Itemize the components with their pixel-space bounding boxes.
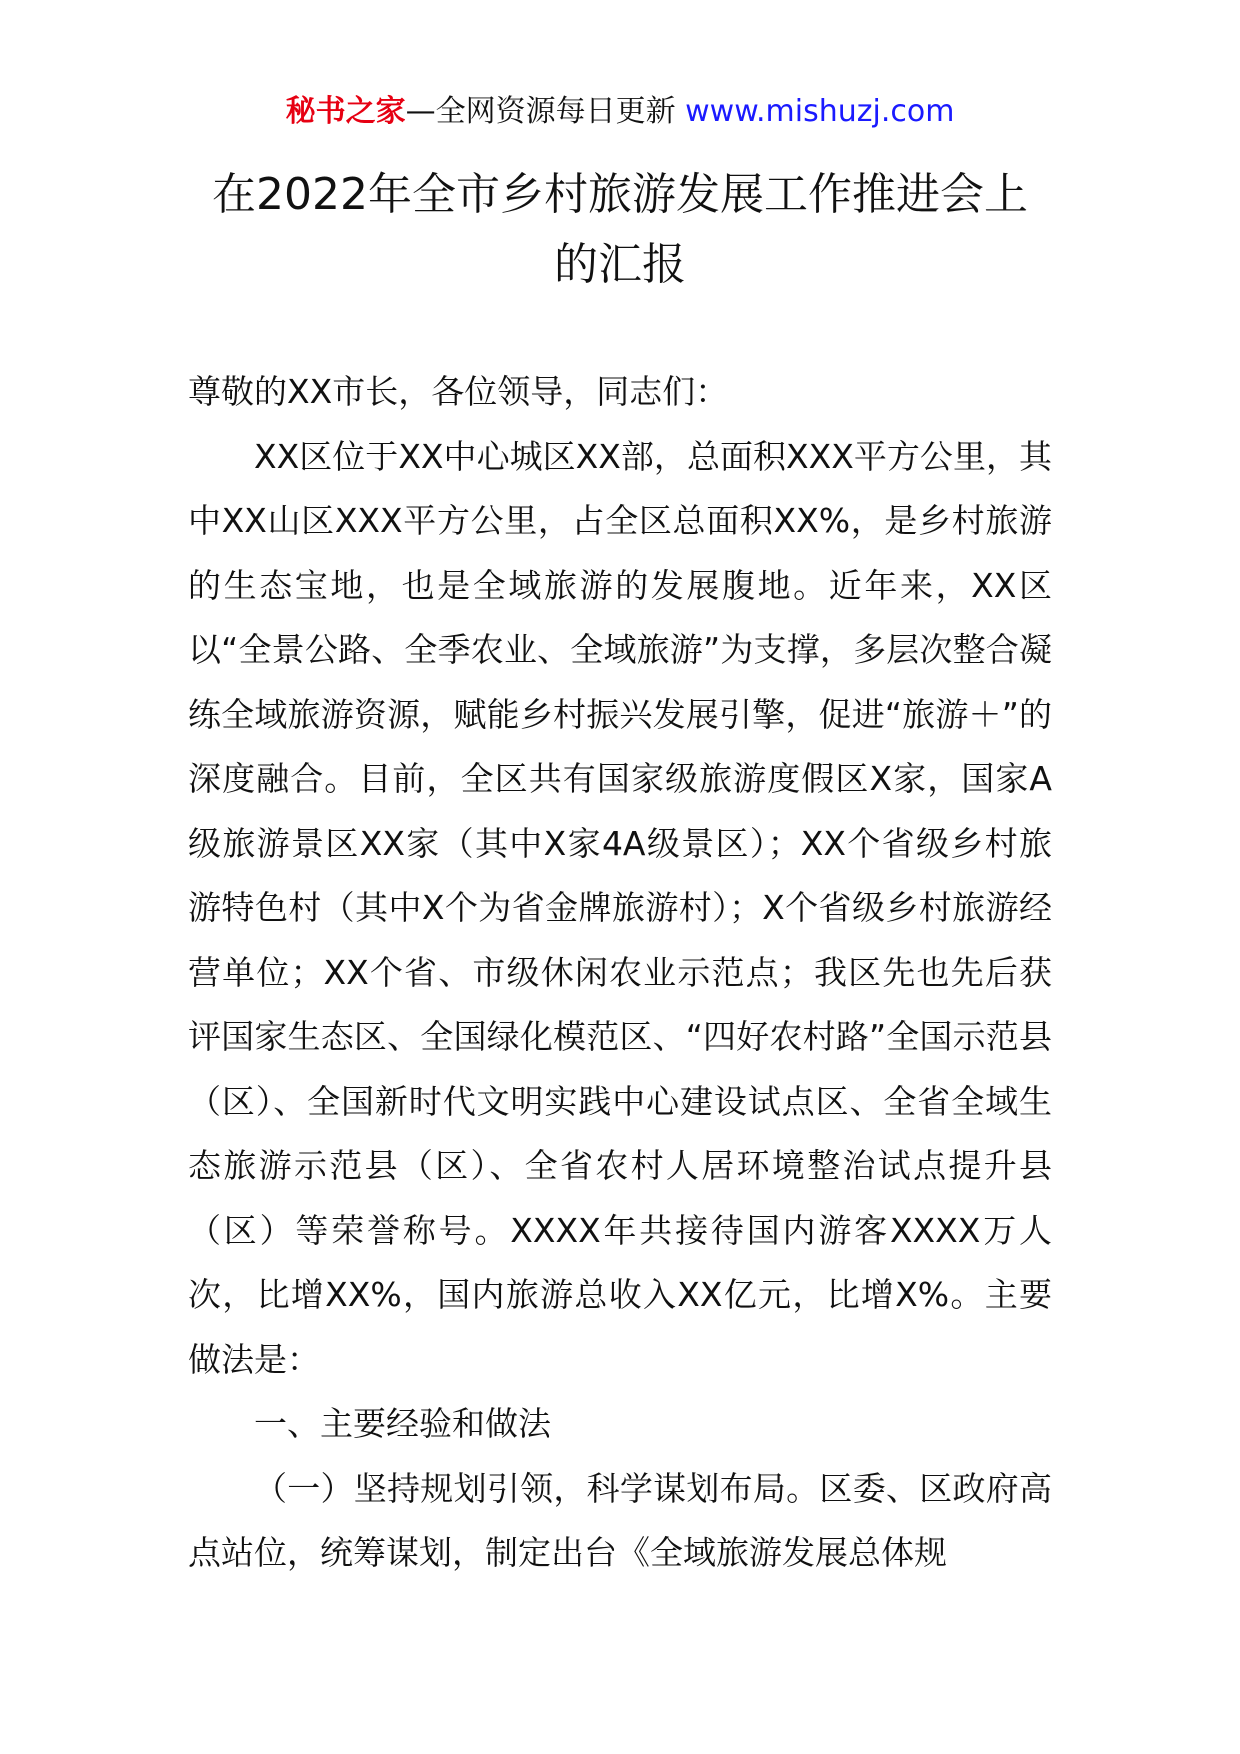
- body-paragraph-planning: （一）坚持规划引领，科学谋划布局。区委、区政府高点站位，统筹谋划，制定出台《全域旅游发展总体规: [188, 1468, 1052, 1572]
- section-heading: 一、主要经验和做法: [254, 1404, 551, 1443]
- body-paragraph-overview: XX区位于XX中心城区XX部，总面积XXX平方公里，其中XX山区XXX平方公里，占全区总面积XX%，是乡村旅游的生态宝地，也是全域旅游的发展腹地。近年来，XX区以“全景公路、全季农业、全域旅游”为支撑，多层次整合凝练全域旅游资源，赋能乡村振兴发展引擎，促进“旅游＋”的深度融合。目前，全区共有国家级旅游度假区X家，国家A级旅游景区XX家（其中X家4A级景区）；XX个省级乡村旅游特色村（其中X个为省金牌旅游村）；X个省级乡村旅游经营单位；XX个省、市级休闲农业示范点；我区先也先后获评国家生态区、全国绿化模范区、“四好农村路”全国示范县（区）、全国新时代文明实践中心建设试点区、全省全域生态旅游示范县（区）、全省农村人居环境整治试点提升县（区）等荣誉称号。XXXX年共接待国内游客XXXX万人次，比增XX%，国内旅游总收入XX亿元，比增X%。主要做法是：: [188, 436, 1052, 1379]
- site-header-banner: [0, 92, 1240, 132]
- site-tagline: —全网资源每日更新: [405, 94, 686, 129]
- document-body: [188, 360, 1052, 1586]
- site-brand-name: 秘书之家: [285, 94, 406, 129]
- document-title: [0, 160, 1240, 300]
- document-title-line-2: 的汇报: [554, 239, 686, 290]
- site-url-link[interactable]: www.mishuzj.com: [685, 94, 955, 129]
- salutation: 尊敬的XX市长，各位领导，同志们：: [188, 372, 729, 411]
- document-title-line-1: 在2022年全市乡村旅游发展工作推进会上: [212, 169, 1028, 220]
